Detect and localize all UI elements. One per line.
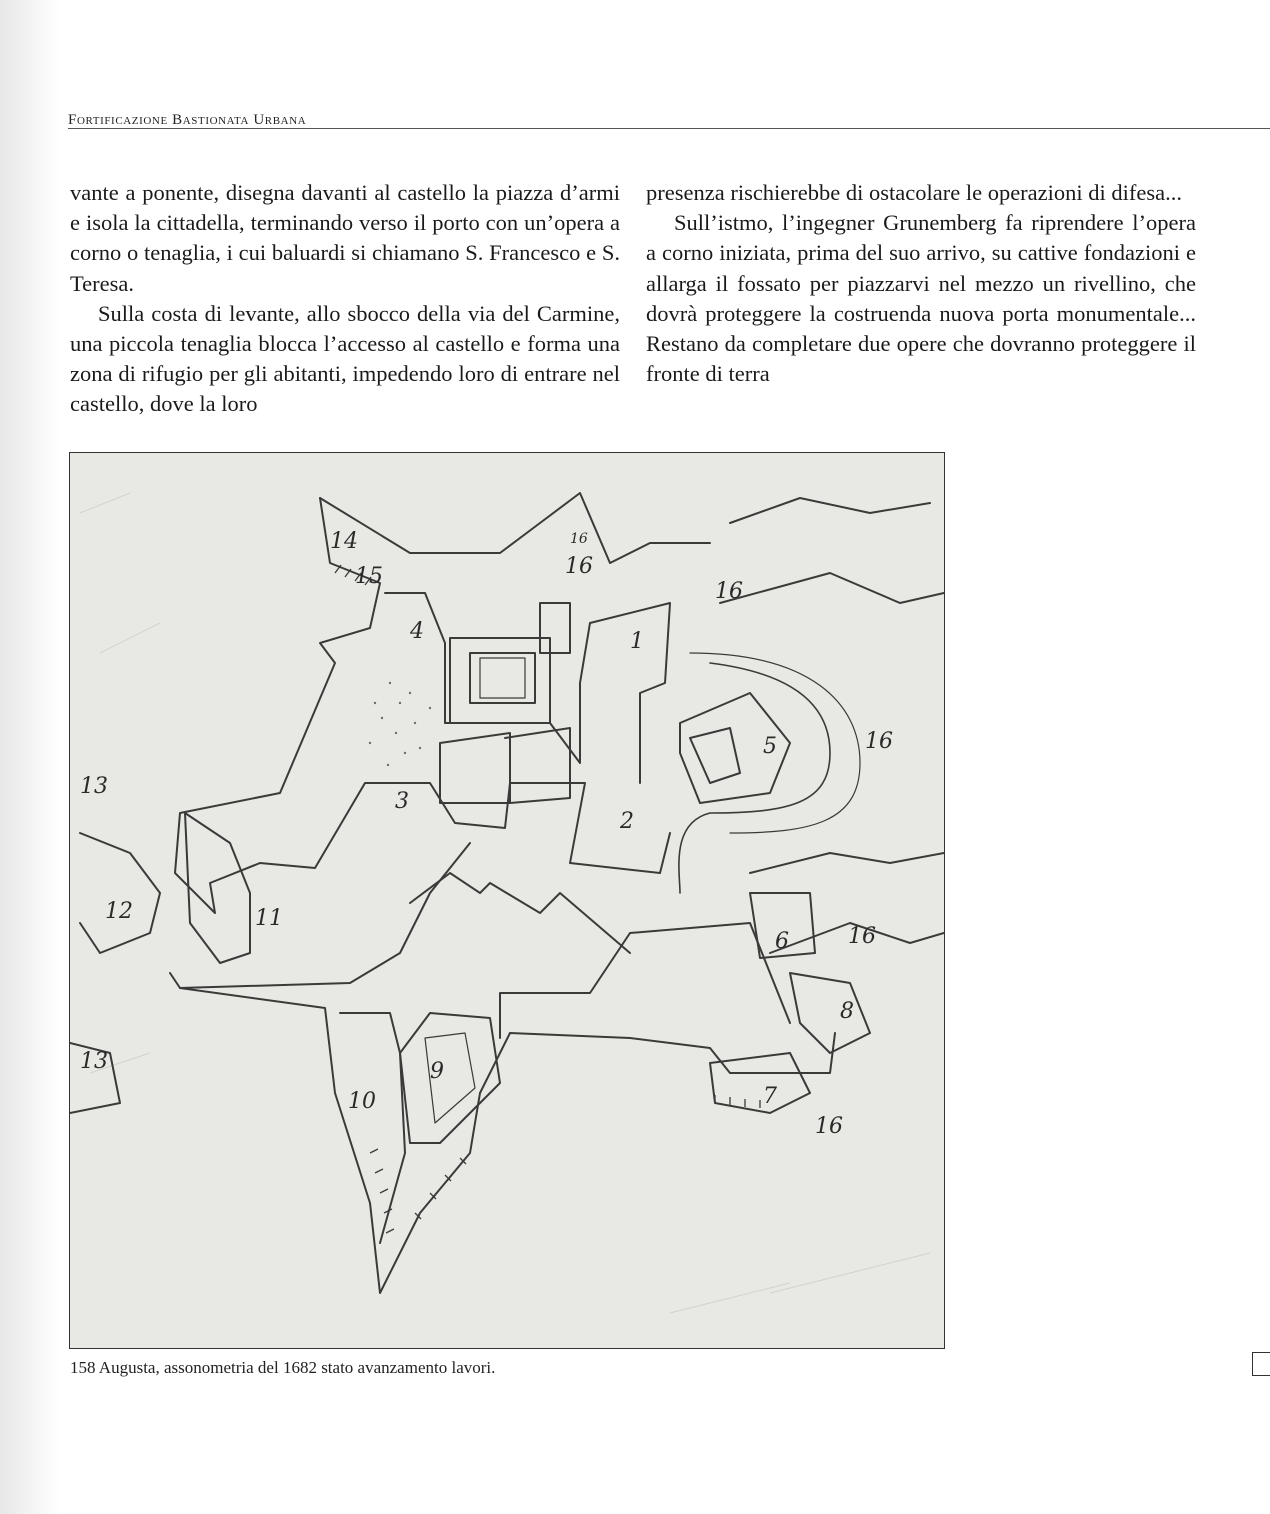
label-5: 5 xyxy=(763,734,777,759)
label-13-top: 13 xyxy=(80,774,108,799)
paragraph: vante a ponente, disegna davanti al castello la piazza d’armi e isola la cittadella, terminando verso il porto con un’opera a corno o tenaglia, i cui baluardi si chiamano S. Francesco e S. Teresa. xyxy=(70,180,620,296)
paragraph: Sull’istmo, l’ingegner Grunemberg fa riprendere l’opera a corno iniziata, prima del suo arrivo, su cattive fondazioni e allarga il fossato per piazzarvi nel mezzo un rivellino, che dovrà proteggere la costruenda nuova porta monumentale... Restano da completare due opere che dovranno proteggere il fronte di terra xyxy=(646,210,1196,387)
page-number-box xyxy=(1252,1352,1270,1376)
label-15: 15 xyxy=(355,564,383,589)
fortress-axonometric-drawing xyxy=(69,452,945,1349)
figure-caption: 158 Augusta, assonometria del 1682 stato avanzamento lavori. xyxy=(70,1358,496,1377)
label-16-top: 16 xyxy=(565,554,593,579)
label-13-bottom: 13 xyxy=(80,1049,108,1074)
label-4: 4 xyxy=(410,619,424,644)
label-12: 12 xyxy=(105,899,133,924)
header-rule xyxy=(68,128,1270,129)
label-2: 2 xyxy=(620,809,634,834)
label-16-right-upper: 16 xyxy=(715,579,743,604)
drawing-canvas xyxy=(70,453,944,1348)
label-3: 3 xyxy=(395,789,409,814)
label-9: 9 xyxy=(430,1059,444,1084)
label-16-right-mid: 16 xyxy=(865,729,893,754)
label-8: 8 xyxy=(840,999,854,1024)
label-6: 6 xyxy=(775,929,789,954)
label-14: 14 xyxy=(330,529,358,554)
running-header: Fortificazione Bastionata Urbana xyxy=(68,112,307,128)
label-16-right-lower: 16 xyxy=(848,924,876,949)
paragraph: presenza rischierebbe di ostacolare le operazioni di difesa... xyxy=(646,180,1183,205)
page-gutter-shadow xyxy=(0,0,60,1514)
paragraph: Sulla costa di levante, allo sbocco della via del Carmine, una piccola tenaglia blocca l’accesso al castello e forma una zona di rifugio per gli abitanti, impedendo loro di entrare nel castello, dove la loro xyxy=(70,300,620,417)
label-16-top-small: 16 xyxy=(570,531,588,547)
label-16-bottom: 16 xyxy=(815,1114,843,1139)
text-column-right xyxy=(646,178,1196,389)
label-11: 11 xyxy=(255,906,283,931)
label-7: 7 xyxy=(763,1084,777,1109)
text-column-left xyxy=(70,178,620,420)
label-1: 1 xyxy=(630,629,644,654)
label-10: 10 xyxy=(348,1089,376,1114)
